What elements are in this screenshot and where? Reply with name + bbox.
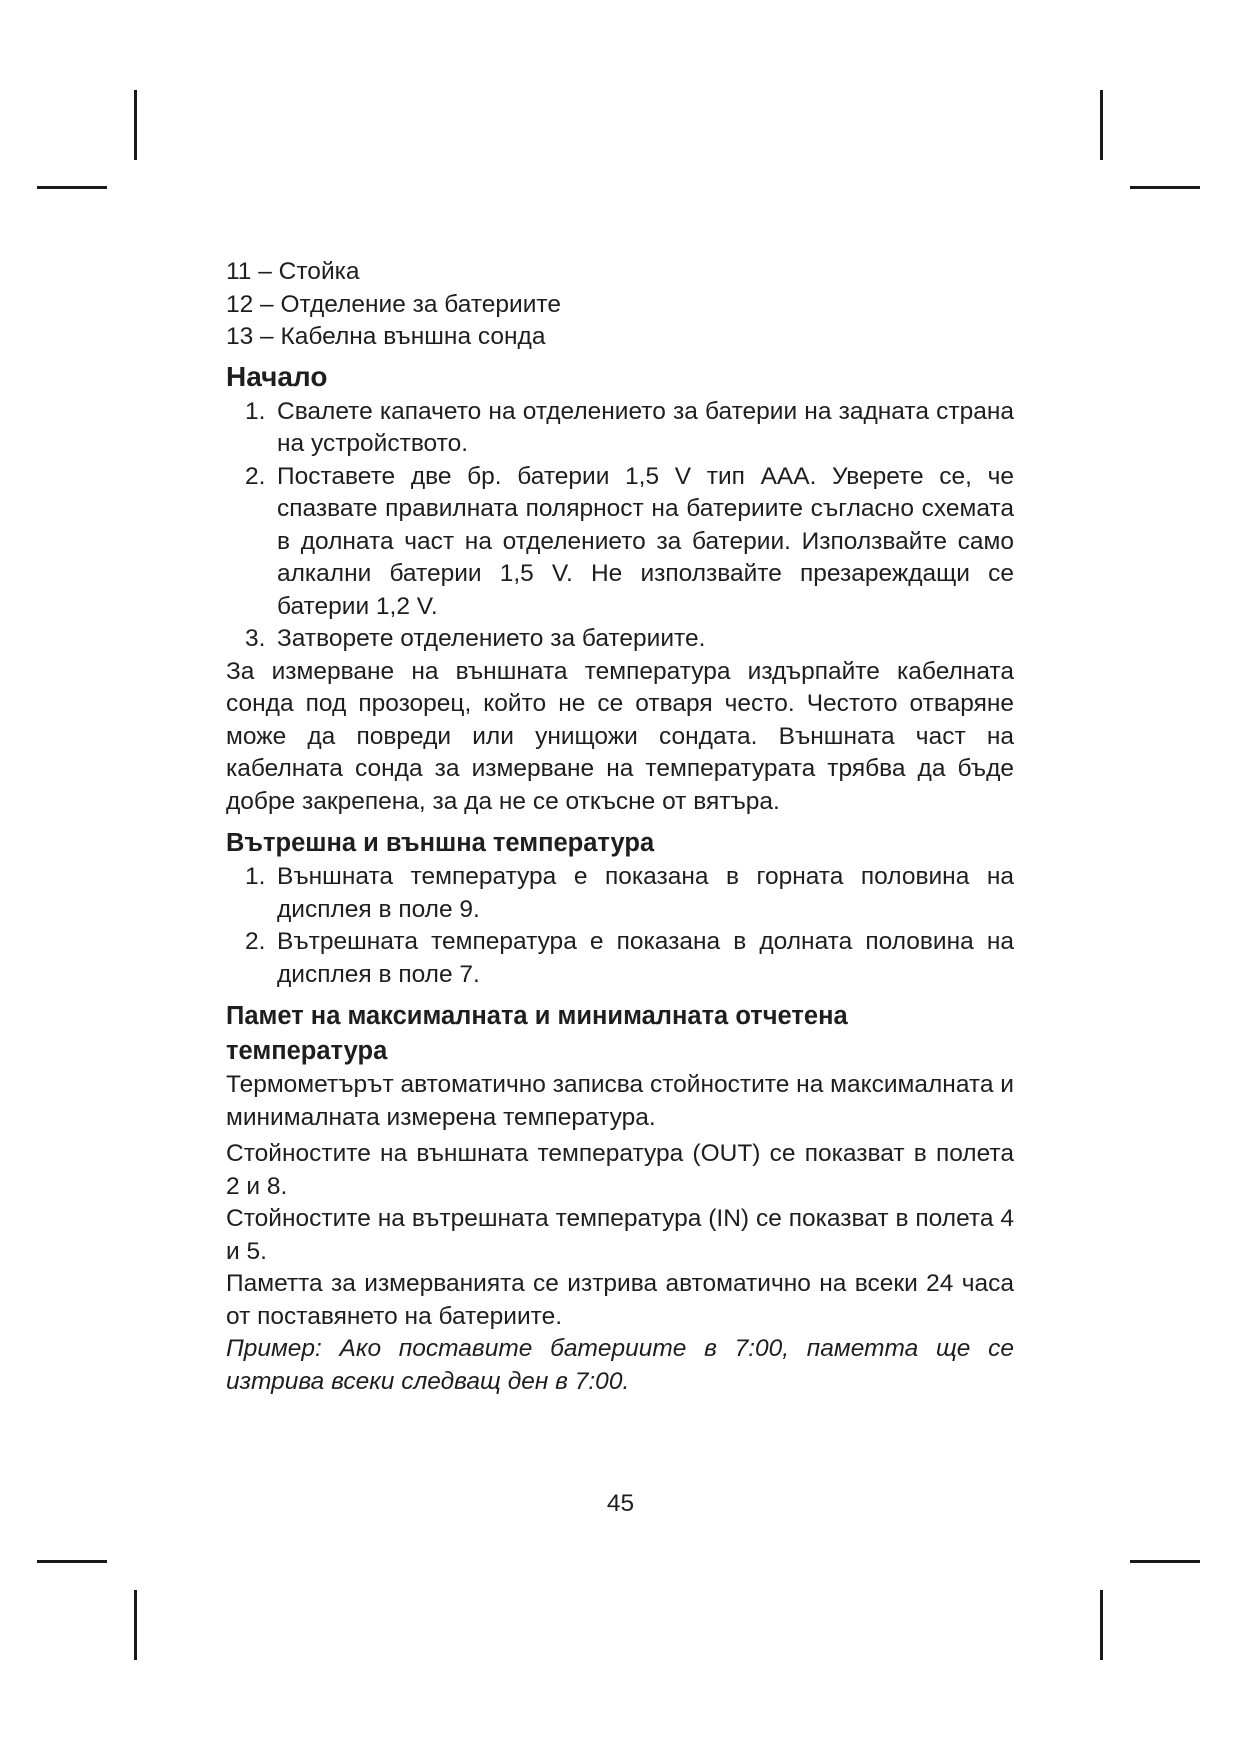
crop-mark-bottom-right-vertical [1100,1590,1103,1660]
crop-mark-top-right-horizontal [1130,186,1200,189]
crop-mark-top-left-vertical [134,90,137,160]
step-text: Поставете две бр. батерии 1,5 V тип AAA. Уверете се, че спазвате правилната полярност на батериите съгласно схемата в долната част на отделението за батерии. Използвайте само алкални батерии 1,5 V. Не използвайте презареждащи се батерии 1,2 V. [277,462,1014,620]
section-title-temperature: Вътрешна и външна температура [226,829,655,857]
memory-paragraph: Паметта за измерванията се изтрива автоматично на всеки 24 часа от поставянето на батериите. [226,1270,1014,1330]
memory-example: Пример: Ако поставите батериите в 7:00, паметта ще се изтрива всеки следващ ден в 7:00. [226,1335,1014,1395]
step-text: Вътрешната температура е показана в долната половина на дисплея в поле 7. [277,928,1014,988]
step-number: 1. [245,397,266,425]
parts-list [226,256,1014,354]
memory-paragraph: Стойностите на външната температура (OUT) се показват в полета 2 и 8. [226,1140,1014,1200]
section-title-start: Начало [226,360,328,392]
crop-mark-bottom-left-vertical [134,1590,137,1660]
parts-list-item: 11 – Стойка [226,258,360,285]
temperature-step [226,926,1014,991]
start-step [226,623,1014,656]
crop-mark-top-right-vertical [1100,90,1103,160]
page-number: 45 [606,1490,635,1517]
start-step [226,396,1014,461]
parts-list-item: 12 – Отделение за батериите [226,290,561,318]
step-text: Затворете отделението за батериите. [277,625,706,652]
page-content [226,256,1014,1398]
crop-mark-top-left-horizontal [37,186,107,189]
step-number: 2. [245,928,266,955]
step-number: 1. [245,863,266,890]
start-step [226,461,1014,624]
memory-paragraph: Термометърът автоматично записва стойностите на максималната и минималната измерена температура. [226,1071,1014,1131]
start-steps-list [226,396,1014,656]
temperature-steps-list [226,861,1014,991]
section-title-memory: Памет на максималната и минималната отчетена температура [226,1002,848,1065]
step-number: 2. [245,462,266,490]
crop-mark-bottom-right-horizontal [1130,1560,1200,1563]
probe-installation-note: За измерване на външната температура издърпайте кабелната сонда под прозорец, който не се отваря често. Честото отваряне може да повреди или унищожи сондата. Външната част на кабелната сонда за измерване на температурата трябва да бъде добре закрепена, за да не се откъсне от вятъра. [226,657,1014,815]
memory-paragraph: Стойностите на вътрешната температура (IN) се показват в полета 4 и 5. [226,1205,1014,1265]
step-text: Свалете капачето на отделението за батерии на задната страна на устройството. [277,397,1014,457]
parts-list-item: 13 – Кабелна външна сонда [226,323,546,350]
crop-mark-bottom-left-horizontal [37,1560,107,1563]
step-text: Външната температура е показана в горната половина на дисплея в поле 9. [277,863,1014,923]
temperature-step [226,861,1014,926]
step-number: 3. [245,625,266,652]
